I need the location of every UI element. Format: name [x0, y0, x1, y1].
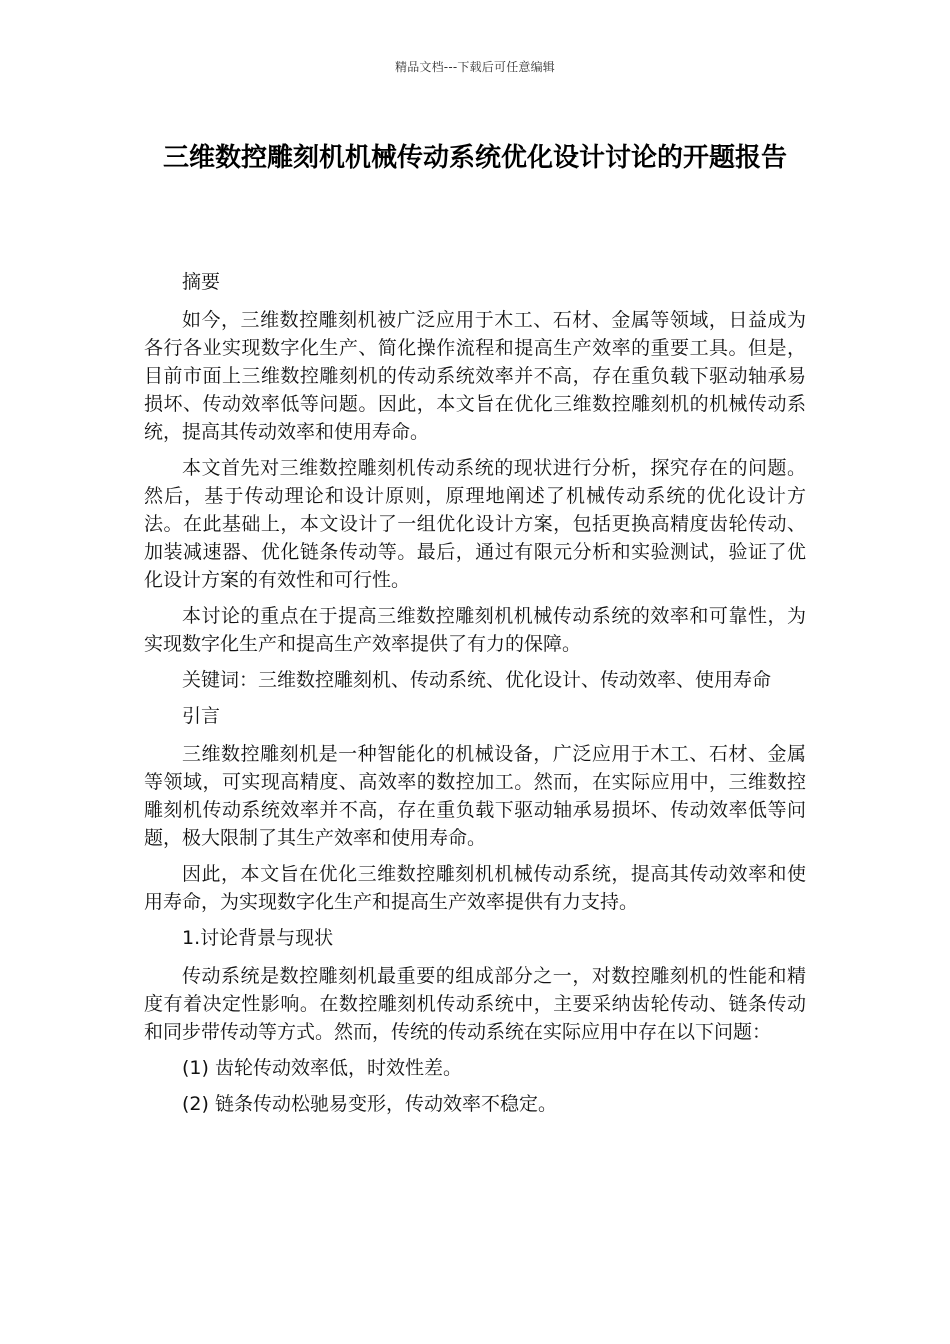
header-note: 精品文档---下载后可任意编辑 — [395, 60, 555, 74]
abstract-paragraph-3: 本讨论的重点在于提高三维数控雕刻机机械传动系统的效率和可靠性，为实现数字化生产和提高生产效率提供了有力的保障。 — [144, 605, 806, 655]
document-title: 三维数控雕刻机机械传动系统优化设计讨论的开题报告 — [162, 143, 787, 173]
problem-item-2: (2) 链条传动松驰易变形，传动效率不稳定。 — [182, 1093, 557, 1115]
abstract-paragraph-1: 如今，三维数控雕刻机被广泛应用于木工、石材、金属等领域，日益成为各行各业实现数字化生产、简化操作流程和提高生产效率的重要工具。但是，目前市面上三维数控雕刻机的传动系统效率并不高，存在重负载下驱动轴承易损坏、传动效率低等问题。因此，本文旨在优化三维数控雕刻机的机械传动系统，提高其传动效率和使用寿命。 — [144, 309, 806, 443]
abstract-heading: 摘要 — [182, 271, 221, 293]
section1-paragraph-1: 传动系统是数控雕刻机最重要的组成部分之一，对数控雕刻机的性能和精度有着决定性影响。在数控雕刻机传动系统中，主要采纳齿轮传动、链条传动和同步带传动等方式。然而，传统的传动系统在实际应用中存在以下问题： — [144, 965, 806, 1043]
problem-item-1: (1) 齿轮传动效率低，时效性差。 — [182, 1057, 462, 1079]
keywords: 关键词：三维数控雕刻机、传动系统、优化设计、传动效率、使用寿命 — [182, 669, 772, 691]
intro-paragraph-2: 因此，本文旨在优化三维数控雕刻机机械传动系统，提高其传动效率和使用寿命，为实现数字化生产和提高生产效率提供有力支持。 — [144, 863, 806, 913]
abstract-paragraph-2: 本文首先对三维数控雕刻机传动系统的现状进行分析，探究存在的问题。然后，基于传动理论和设计原则，原理地阐述了机械传动系统的优化设计方法。在此基础上，本文设计了一组优化设计方案，包括更换高精度齿轮传动、加装减速器、优化链条传动等。最后，通过有限元分析和实验测试，验证了优化设计方案的有效性和可行性。 — [144, 457, 806, 591]
document-body — [144, 268, 806, 1126]
intro-paragraph-1: 三维数控雕刻机是一种智能化的机械设备，广泛应用于木工、石材、金属等领域，可实现高精度、高效率的数控加工。然而，在实际应用中，三维数控雕刻机传动系统效率并不高，存在重负载下驱动轴承易损坏、传动效率低等问题，极大限制了其生产效率和使用寿命。 — [144, 743, 806, 849]
intro-heading: 引言 — [182, 705, 221, 727]
section1-heading: 1.讨论背景与现状 — [182, 927, 334, 949]
